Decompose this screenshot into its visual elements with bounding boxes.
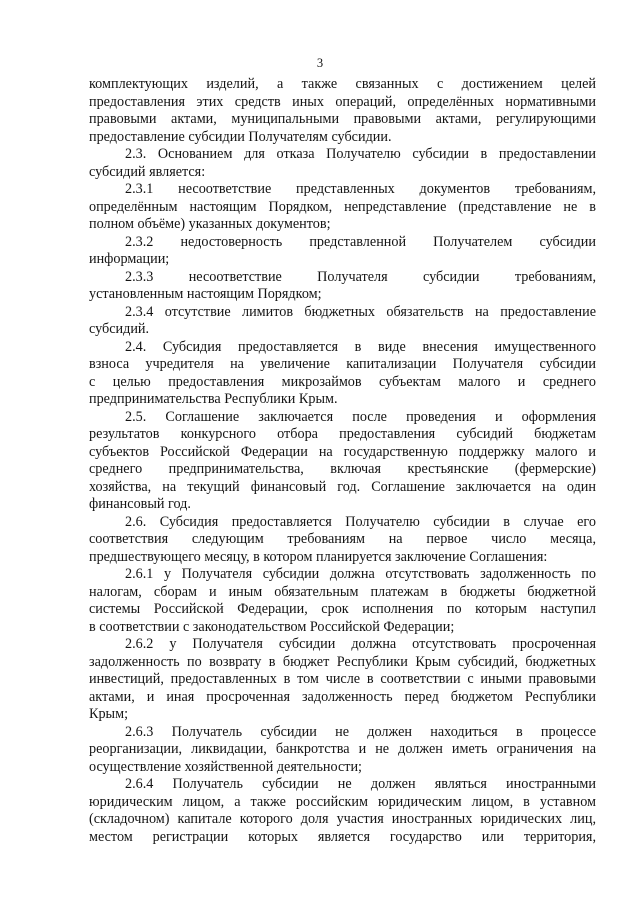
text-line: субсидий.	[89, 321, 150, 337]
text-line: 2.6.1 у Получателя субсидии должна отсутствовать задолженность по	[125, 566, 596, 582]
text-line: субъектов Российской Федерации на государственную поддержку малого и	[89, 443, 596, 460]
text-line: 2.6. Субсидия предоставляется Получателю субсидии в случае его	[125, 513, 596, 530]
paragraph	[89, 181, 596, 234]
text-line: в соответствии с законодательством Российской Федерации;	[89, 618, 455, 635]
text-line: юридическим лицом, а также российским юридическим лицом, в уставном	[89, 793, 596, 810]
document-body	[89, 76, 596, 846]
text-line: 2.4. Субсидия предоставляется в виде внесения имущественного	[125, 338, 596, 355]
text-line: предпринимательства Республики Крым.	[89, 391, 338, 407]
text-line: информации;	[89, 251, 170, 267]
text-line: 2.6.4 Получатель субсидии не должен являться иностранными	[125, 776, 596, 792]
text-line: комплектующих изделий, а также связанных с достижением целей	[89, 76, 596, 92]
text-line: установленным настоящим Порядком;	[89, 286, 322, 302]
text-line: взноса учредителя на увеличение капитализации Получателя субсидии	[89, 356, 596, 372]
text-line: 2.5. Соглашение заключается после проведения и оформления	[125, 408, 596, 425]
text-line: хозяйства, на текущий финансовый год. Соглашение заключается на один	[89, 478, 596, 495]
paragraph	[89, 304, 596, 339]
text-line: 2.3. Основанием для отказа Получателю субсидии в предоставлении	[125, 146, 596, 162]
paragraph	[89, 776, 596, 846]
paragraph	[89, 234, 596, 269]
text-line: предоставления этих средств иных операций, определённых нормативными	[89, 93, 596, 110]
paragraph	[89, 724, 596, 777]
text-line: местом регистрации которых является государство или территория,	[89, 828, 596, 845]
text-line: инвестиций, предоставленных в том числе в соответствии с иными правовыми	[89, 671, 596, 687]
text-line: 2.3.1 несоответствие представленных документов требованиям,	[125, 181, 596, 197]
paragraph	[89, 339, 596, 409]
text-line: финансовый год.	[89, 496, 191, 512]
text-line: 2.3.2 недостоверность представленной Получателем субсидии	[125, 233, 596, 250]
paragraph	[89, 636, 596, 724]
text-line: 2.6.3 Получатель субсидии не должен находиться в процессе	[125, 723, 596, 740]
text-line: определённым настоящим Порядком, непредставление (представление не в	[89, 198, 596, 215]
page-number: 3	[316, 56, 324, 70]
text-line: реорганизации, ликвидации, банкротства и не должен иметь ограничения на	[89, 741, 596, 757]
text-line: правовыми актами, муниципальными правовыми актами, регулирующими	[89, 111, 596, 127]
text-line: осуществление хозяйственной деятельности;	[89, 758, 362, 775]
text-line: предшествующего месяцу, в котором планируется заключение Соглашения:	[89, 548, 548, 565]
text-line: (складочном) капитале которого доля участия иностранных юридических лиц,	[89, 811, 596, 827]
text-line: системы Российской Федерации, срок исполнения по которым наступил	[89, 601, 596, 617]
paragraph	[89, 409, 596, 514]
text-line: задолженность по возврату в бюджет Республики Крым субсидий, бюджетных	[89, 653, 596, 670]
text-line: субсидий является:	[89, 163, 206, 180]
text-line: результатов конкурсного отбора предоставления субсидий бюджетам	[89, 426, 596, 442]
text-line: соответствия следующим требованиям на первое число месяца,	[89, 531, 596, 547]
text-line: с целью предоставления микрозаймов субъектам малого и среднего	[89, 373, 596, 390]
paragraph	[89, 269, 596, 304]
text-line: актами, и иная просроченная задолженность перед бюджетом Республики	[89, 688, 596, 705]
text-line: 2.6.2 у Получателя субсидии должна отсутствовать просроченная	[125, 636, 596, 652]
paragraph	[89, 566, 596, 636]
text-line: предоставление субсидии Получателям субсидии.	[89, 128, 392, 145]
paragraph	[89, 146, 596, 181]
text-line: среднего предпринимательства, включая крестьянские (фермерские)	[89, 461, 596, 477]
text-line: 2.3.3 несоответствие Получателя субсидии требованиям,	[125, 268, 596, 285]
paragraph	[89, 514, 596, 567]
text-line: Крым;	[89, 706, 129, 722]
paragraph	[89, 76, 596, 146]
text-line: налогам, сборам и иным обязательным платежам в бюджеты бюджетной	[89, 583, 596, 600]
text-line: полном объёме) указанных документов;	[89, 216, 331, 232]
text-line: 2.3.4 отсутствие лимитов бюджетных обязательств на предоставление	[125, 303, 596, 320]
